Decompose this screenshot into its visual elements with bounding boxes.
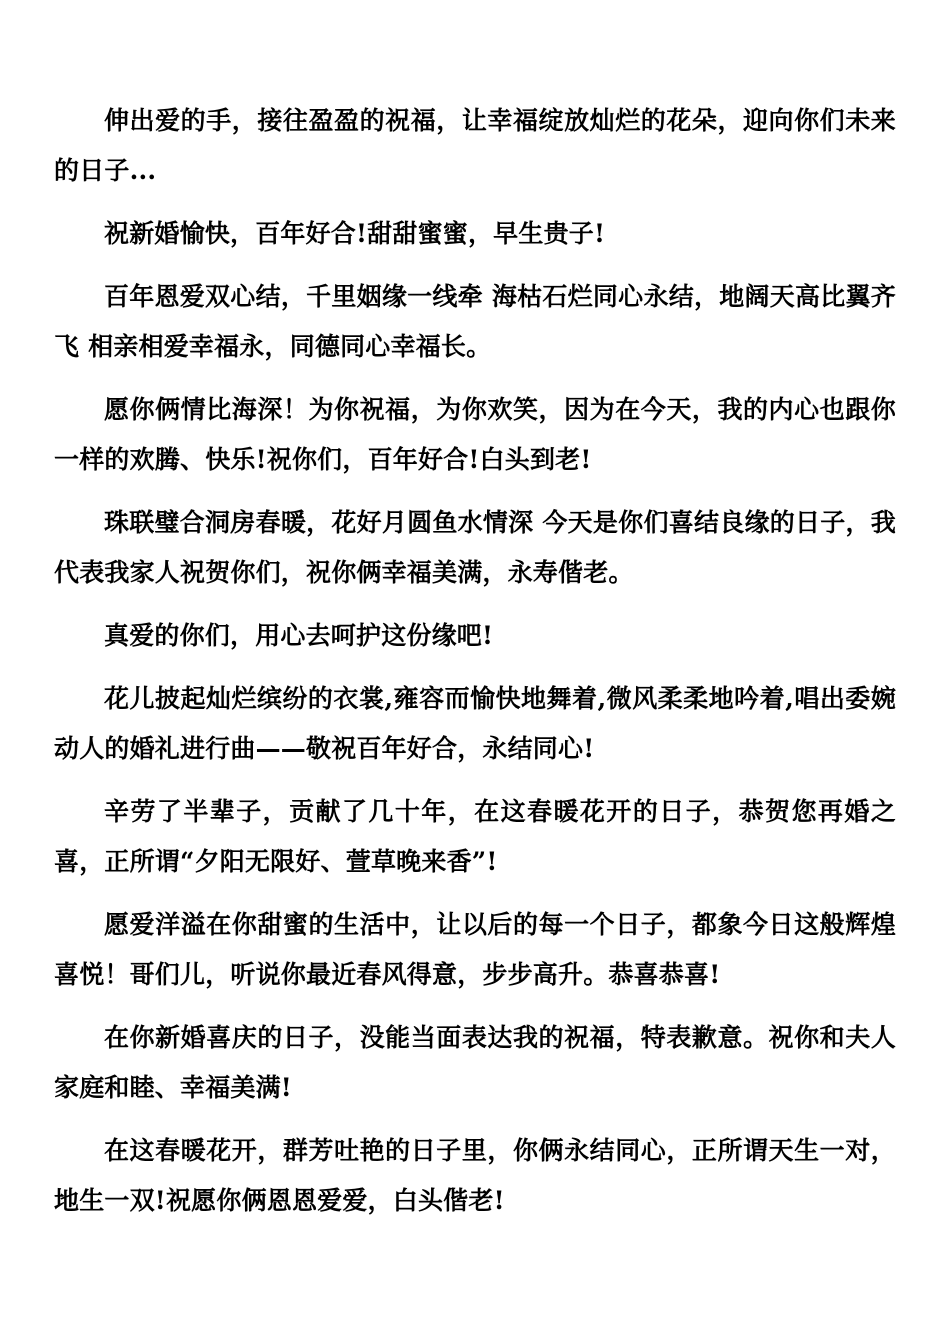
paragraph-5: 珠联璧合洞房春暖，花好月圆鱼水情深 今天是你们喜结良缘的日子，我代表我家人祝贺你们，祝你俩幸福美满，永寿偕老。 [54, 508, 896, 587]
paragraph-7: 花儿披起灿烂缤纷的衣裳,雍容而愉快地舞着,微风柔柔地吟着,唱出委婉动人的婚礼进行曲——敬祝百年好合，永结同心! [54, 684, 896, 763]
paragraph-9: 愿爱洋溢在你甜蜜的生活中，让以后的每一个日子，都象今日这般辉煌喜悦！哥们儿，听说你最近春风得意，步步高升。恭喜恭喜! [54, 910, 896, 989]
paragraph-4: 愿你俩情比海深！为你祝福，为你欢笑，因为在今天，我的内心也跟你一样的欢腾、快乐!祝你们，百年好合!白头到老! [54, 395, 896, 474]
document-page [54, 96, 896, 1239]
paragraph-11: 在这春暖花开，群芳吐艳的日子里，你俩永结同心，正所谓天生一对，地生一双!祝愿你俩恩恩爱爱，白头偕老! [54, 1136, 896, 1215]
paragraph-10: 在你新婚喜庆的日子，没能当面表达我的祝福，特表歉意。祝你和夫人家庭和睦、幸福美满! [54, 1023, 896, 1102]
paragraph-3: 百年恩爱双心结，千里姻缘一线牵 海枯石烂同心永结，地阔天高比翼齐飞 相亲相爱幸福永，同德同心幸福长。 [54, 282, 896, 361]
paragraph-8: 辛劳了半辈子，贡献了几十年，在这春暖花开的日子，恭贺您再婚之喜，正所谓“夕阳无限好、萱草晚来香”! [54, 797, 896, 876]
paragraph-2: 祝新婚愉快，百年好合!甜甜蜜蜜，早生贵子! [104, 219, 606, 248]
paragraph-1: 伸出爱的手，接往盈盈的祝福，让幸福绽放灿烂的花朵，迎向你们未来的日子... [54, 106, 896, 185]
paragraph-6: 真爱的你们，用心去呵护这份缘吧! [104, 621, 494, 650]
